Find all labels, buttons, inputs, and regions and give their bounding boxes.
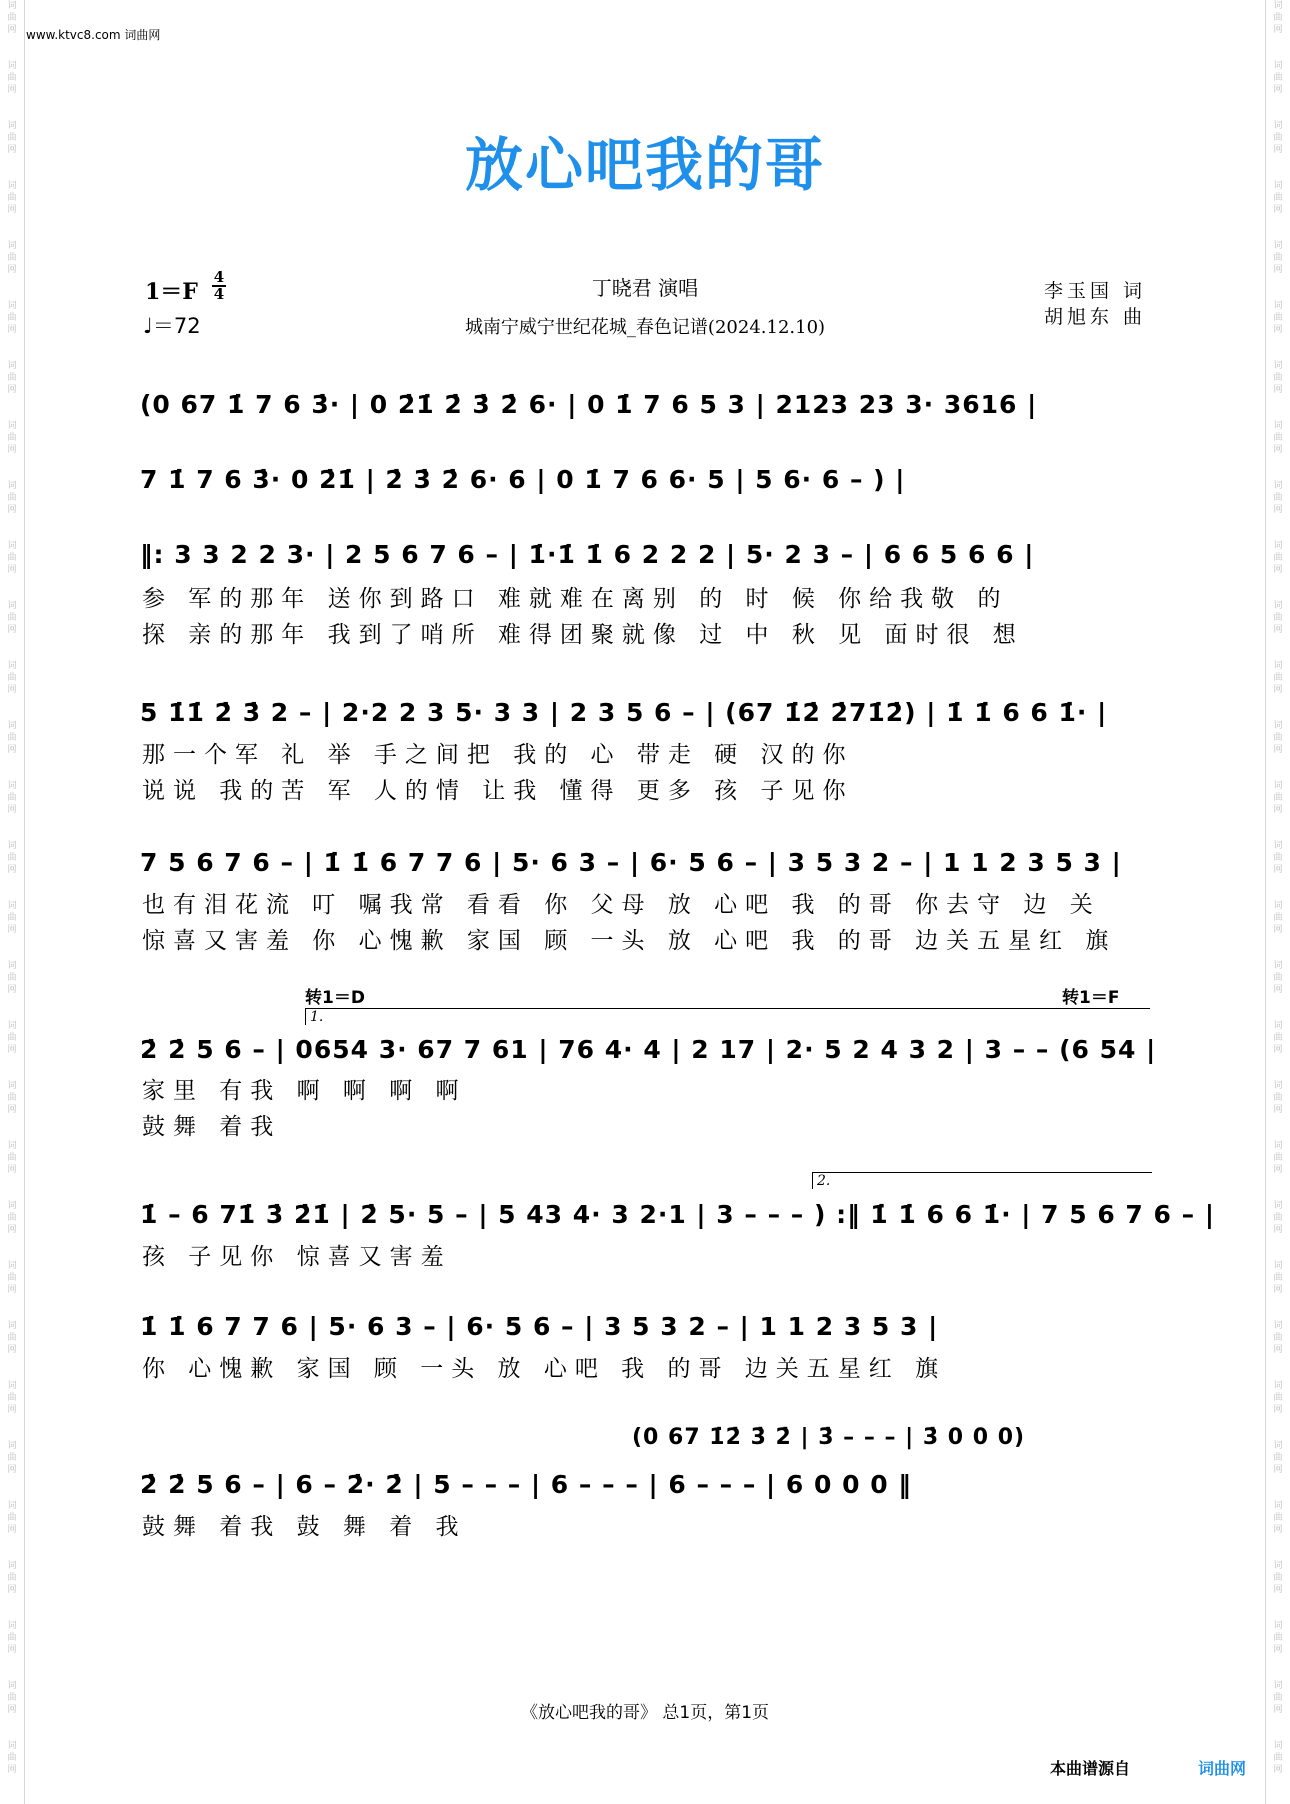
watermark-text: 词 曲 网 — [7, 481, 17, 515]
watermark-text: 词 曲 网 — [7, 1741, 17, 1775]
watermark-text: 词 曲 网 — [1273, 1201, 1283, 1235]
right-watermark-strip — [1266, 0, 1290, 1804]
left-watermark-strip — [0, 0, 24, 1804]
watermark-text: 词 曲 网 — [1273, 601, 1283, 635]
key-change-f: 转1＝F — [1062, 988, 1120, 1008]
watermark-text: 词 曲 网 — [1273, 241, 1283, 275]
watermark-text: 词 曲 网 — [7, 601, 17, 635]
watermark-text: 词 曲 网 — [1273, 1561, 1283, 1595]
lyrics-4-verse-2: 说说 我的苦 军 人的情 让我 懂得 更多 孩 子见你 — [142, 778, 854, 804]
singer: 丁晓君 演唱 — [591, 276, 699, 300]
watermark-text: 词 曲 网 — [7, 1141, 17, 1175]
watermark-text: 词 曲 网 — [7, 901, 17, 935]
watermark-text: 词 曲 网 — [1273, 961, 1283, 995]
watermark-text: 词 曲 网 — [7, 1441, 17, 1475]
time-top: 4 — [213, 268, 225, 286]
watermark-text: 词 曲 网 — [1273, 841, 1283, 875]
watermark-text: 词 曲 网 — [1273, 1621, 1283, 1655]
watermark-text: 词 曲 网 — [7, 961, 17, 995]
watermark-text: 词 曲 网 — [7, 301, 17, 335]
watermark-text: 词 曲 网 — [7, 1561, 17, 1595]
key-signature: 1＝F — [145, 279, 198, 305]
watermark-text: 词 曲 网 — [7, 181, 17, 215]
watermark-text: 词 曲 网 — [7, 841, 17, 875]
watermark-text: 词 曲 网 — [1273, 1141, 1283, 1175]
watermark-text: 词 曲 网 — [7, 781, 17, 815]
watermark-text: 词 曲 网 — [7, 1501, 17, 1535]
watermark-text: 词 曲 网 — [7, 1321, 17, 1355]
tempo-mark: ♩＝72 — [143, 314, 201, 338]
watermark-text: 词 曲 网 — [1273, 541, 1283, 575]
watermark-text: 词 曲 网 — [1273, 1681, 1283, 1715]
watermark-text: 词 曲 网 — [1273, 1261, 1283, 1295]
watermark-text: 词 曲 网 — [7, 121, 17, 155]
watermark-text: 词 曲 网 — [7, 721, 17, 755]
watermark-text: 词 曲 网 — [1273, 781, 1283, 815]
watermark-text: 词 曲 网 — [1273, 1501, 1283, 1535]
left-margin-line — [24, 0, 25, 1804]
score-line-4: 5 1̇1̇ 2̇ 3̇ 2 – | 2·2 2 3 5· 3 3 | 2 3 5 6 – | (67 1̇2̇ 2̇71̇2̇) | 1̇ 1̇ 6 6 1̇· | — [140, 698, 1108, 727]
source-name: 词曲网 — [1198, 1759, 1247, 1778]
watermark-text: 词 曲 网 — [1273, 1321, 1283, 1355]
time-bottom: 4 — [213, 285, 225, 303]
watermark-text: 词 曲 网 — [1273, 1741, 1283, 1775]
score-line-9: 2̇ 2̇ 5 6 – | 6 – 2̇· 2̇ | 5 – – – | 6 – – – | 6 – – – | 6 0 0 0 ‖ — [140, 1470, 912, 1499]
song-title: 放心吧我的哥 — [464, 131, 825, 199]
watermark-text: 词 曲 网 — [7, 1381, 17, 1415]
watermark-text: 词 曲 网 — [7, 1081, 17, 1115]
lyrics-6-verse-1: 家里 有我 啊 啊 啊 啊 — [142, 1078, 467, 1104]
watermark-text: 词 曲 网 — [7, 1, 17, 35]
watermark-text: 词 曲 网 — [1273, 61, 1283, 95]
score-line-8: 1̇ 1̇ 6 7 7 6 | 5· 6 3 – | 6· 5 6 – | 3 5 3 2 – | 1 1 2 3 5 3 | — [140, 1312, 939, 1341]
lyrics-8: 你 心愧歉 家国 顾 一头 放 心吧 我 的哥 边关五星红 旗 — [142, 1356, 947, 1382]
watermark-text: 词 曲 网 — [1273, 661, 1283, 695]
score-line-1: (0 67 1̇ 7 6 3̇· | 0 2̇1̇ 2̇ 3̇ 2̇ 6· | 0 1̇ 7 6 5 3 | 2123 23 3· 3616 | — [140, 390, 1038, 419]
lyricist-credit: 李玉国 词 — [1043, 280, 1146, 302]
watermark-text: 词 曲 网 — [7, 541, 17, 575]
watermark-text: 词 曲 网 — [1273, 481, 1283, 515]
watermark-text: 词 曲 网 — [1273, 181, 1283, 215]
score-line-7: 1̇ – 6 71̇ 3̇ 2̇1̇ | 2̇ 5· 5 – | 5 43 4· 3 2·1 | 3 – – – ) :‖ 1̇ 1̇ 6 6 1̇· | 7 5 6 7 6 – | — [140, 1200, 1215, 1229]
watermark-text: 词 曲 网 — [1273, 121, 1283, 155]
score-line-6: 2̇ 2̇ 5 6 – | 0654 3· 67 7 61 | 76 4· 4 | 2 17 | 2· 5 2 4 3 2 | 3 – – (6 54 | — [140, 1035, 1157, 1064]
watermark-text: 词 曲 网 — [1273, 301, 1283, 335]
lyrics-3-verse-1: 参 军的那年 送你到路口 难就难在离别 的 时 候 你给我敬 的 — [142, 586, 1009, 612]
watermark-text: 词 曲 网 — [7, 1021, 17, 1055]
lyrics-5-verse-2: 惊喜又害羞 你 心愧歉 家国 顾 一头 放 心吧 我 的哥 边关五星红 旗 — [142, 928, 1117, 954]
site-url: www.ktvc8.com 词曲网 — [26, 28, 161, 42]
watermark-text: 词 曲 网 — [7, 1261, 17, 1295]
score-line-3: ‖: 3 3 2 2 3· | 2 5 6 7 6 – | 1̇·1̇ 1̇ 6 2 2 2 | 5· 2 3 – | 6 6 5 6 6 | — [140, 540, 1035, 569]
watermark-text: 词 曲 网 — [1273, 901, 1283, 935]
watermark-text: 词 曲 网 — [1273, 1, 1283, 35]
watermark-text: 词 曲 网 — [1273, 361, 1283, 395]
lyrics-3-verse-2: 探 亲的那年 我到了哨所 难得团聚就像 过 中 秋 见 面时很 想 — [142, 622, 1024, 648]
source-label: 本曲谱源自 — [1050, 1759, 1131, 1778]
watermark-text: 词 曲 网 — [7, 1201, 17, 1235]
watermark-text: 词 曲 网 — [1273, 1441, 1283, 1475]
watermark-text: 词 曲 网 — [7, 421, 17, 455]
watermark-text: 词 曲 网 — [7, 1621, 17, 1655]
composer-credit: 胡旭东 曲 — [1043, 306, 1146, 328]
watermark-text: 词 曲 网 — [7, 241, 17, 275]
key-change-d: 转1＝D — [305, 988, 365, 1008]
volta-1: 1. — [305, 1008, 1150, 1025]
watermark-text: 词 曲 网 — [7, 661, 17, 695]
lyrics-7: 孩 子见你 惊喜又害羞 — [142, 1244, 452, 1270]
watermark-text: 词 曲 网 — [1273, 1021, 1283, 1055]
transcription-note: 城南宁威宁世纪花城_春色记谱(2024.12.10) — [464, 317, 826, 338]
volta-2: 2. — [812, 1172, 1152, 1189]
watermark-text: 词 曲 网 — [1273, 421, 1283, 455]
watermark-text: 词 曲 网 — [7, 61, 17, 95]
watermark-text: 词 曲 网 — [7, 1681, 17, 1715]
score-line-5: 7 5 6 7 6 – | 1̇ 1̇ 6 7 7 6 | 5· 6 3 – | 6· 5 6 – | 3 5 3 2 – | 1 1 2 3 5 3 | — [140, 848, 1122, 877]
watermark-text: 词 曲 网 — [1273, 721, 1283, 755]
page-footer: 《放心吧我的哥》 总1页，第1页 — [520, 1703, 770, 1723]
score-line-2: 7 1̇ 7 6 3̇· 0 2̇1̇ | 2̇ 3̇ 2̇ 6· 6 | 0 1̇ 7 6 6· 5 | 5 6· 6 – ) | — [140, 465, 906, 494]
lyrics-6-verse-2: 鼓舞 着我 — [142, 1114, 282, 1140]
lyrics-4-verse-1: 那一个军 礼 举 手之间把 我的 心 带走 硬 汉的你 — [142, 742, 854, 768]
watermark-text: 词 曲 网 — [1273, 1081, 1283, 1115]
watermark-text: 词 曲 网 — [7, 361, 17, 395]
lyrics-9: 鼓舞 着我 鼓 舞 着 我 — [142, 1514, 467, 1540]
score-line-9-upper: (0 67 1̇2̇ 3̇ 2̇ | 3̇ – – – | 3̇ 0 0 0) — [632, 1425, 1026, 1450]
lyrics-5-verse-1: 也有泪花流 叮 嘱我常 看看 你 父母 放 心吧 我 的哥 你去守 边 关 — [142, 892, 1101, 918]
watermark-text: 词 曲 网 — [1273, 1381, 1283, 1415]
